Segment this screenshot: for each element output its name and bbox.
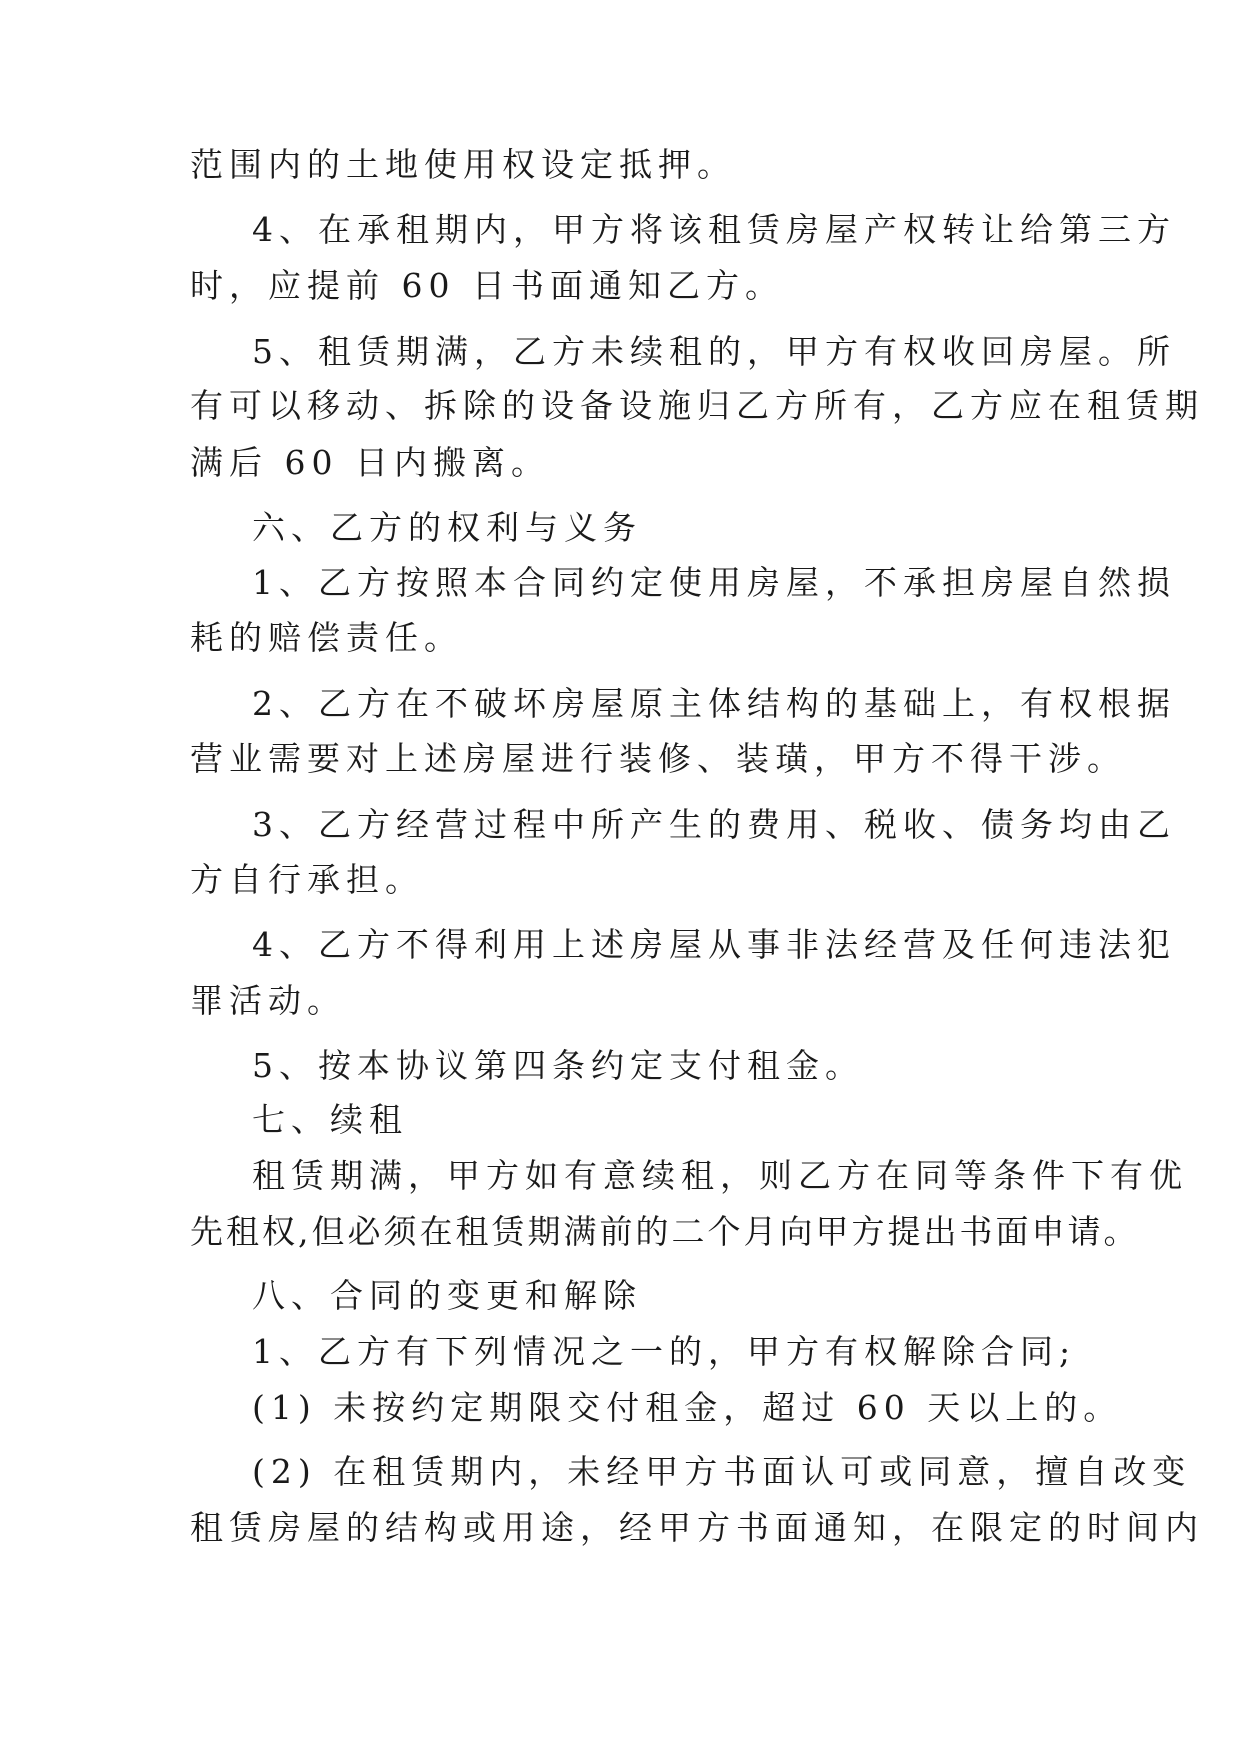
text-line: 范围内的土地使用权设定抵押。 <box>190 145 736 184</box>
text-line: 1、乙方按照本合同约定使用房屋，不承担房屋自然损 <box>252 563 1176 602</box>
text-line: 有可以移动、拆除的设备设施归乙方所有，乙方应在租赁期 <box>190 386 1204 425</box>
text-line: 耗的赔偿责任。 <box>190 618 463 657</box>
text-line: 满后 60 日内搬离。 <box>190 443 550 482</box>
text-line: 先租权,但必须在租赁期满前的二个月向甲方提出书面申请。 <box>190 1212 1140 1251</box>
text-line: (2) 在租赁期内，未经甲方书面认可或同意，擅自改变 <box>252 1452 1192 1491</box>
text-line: 5、租赁期满，乙方未续租的，甲方有权收回房屋。所 <box>252 332 1176 371</box>
text-line: 租赁房屋的结构或用途，经甲方书面通知，在限定的时间内 <box>190 1508 1204 1547</box>
text-line: (1) 未按约定期限交付租金，超过 60 天以上的。 <box>252 1388 1123 1427</box>
text-line: 5、按本协议第四条约定支付租金。 <box>252 1046 864 1085</box>
section-heading: 八、合同的变更和解除 <box>252 1276 642 1315</box>
text-line: 2、乙方在不破坏房屋原主体结构的基础上，有权根据 <box>252 684 1176 723</box>
text-line: 租赁期满，甲方如有意续租，则乙方在同等条件下有优 <box>252 1156 1188 1195</box>
text-line: 方自行承担。 <box>190 860 424 899</box>
section-heading: 七、续租 <box>252 1100 408 1139</box>
text-line: 4、乙方不得利用上述房屋从事非法经营及任何违法犯 <box>252 925 1176 964</box>
section-heading: 六、乙方的权利与义务 <box>252 508 642 547</box>
text-line: 营业需要对上述房屋进行装修、装璜，甲方不得干涉。 <box>190 739 1126 778</box>
text-line: 4、在承租期内，甲方将该租赁房屋产权转让给第三方 <box>252 210 1176 249</box>
text-line: 3、乙方经营过程中所产生的费用、税收、债务均由乙 <box>252 805 1176 844</box>
text-line: 时，应提前 60 日书面通知乙方。 <box>190 266 784 305</box>
text-line: 1、乙方有下列情况之一的，甲方有权解除合同; <box>252 1332 1077 1371</box>
text-line: 罪活动。 <box>190 981 346 1020</box>
